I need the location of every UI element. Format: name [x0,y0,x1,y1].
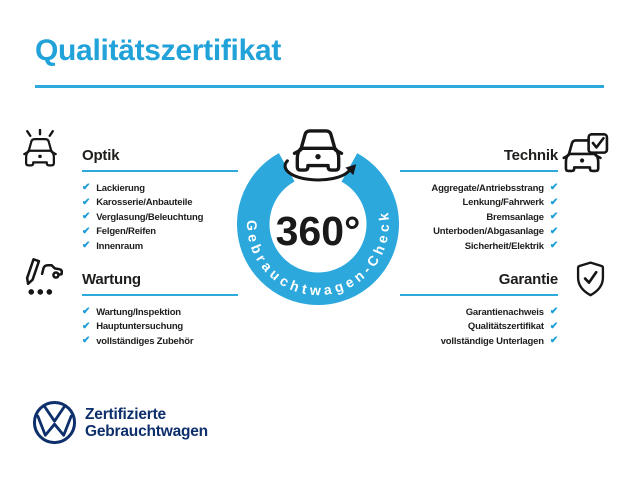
item-label: Wartung/Inspektion [96,306,181,318]
checklist-item [400,334,558,349]
check-icon: ✔ [82,335,91,347]
check-icon: ✔ [549,306,558,318]
checklist-item [82,334,238,349]
check-icon: ✔ [549,211,558,223]
360-check-badge [220,106,420,318]
item-label: Unterboden/Abgasanlage [433,226,544,238]
checklist-item [400,210,558,225]
brand-claim-line2: Gebrauchtwagen [85,422,208,440]
checklist-item [400,181,558,196]
item-label: vollständiges Zubehör [96,335,194,347]
check-icon: ✔ [82,306,91,318]
check-icon: ✔ [82,196,91,208]
vw-logo-icon [32,400,77,445]
item-label: Felgen/Reifen [96,226,156,238]
check-icon: ✔ [82,240,91,252]
checklist-item [82,181,238,196]
checklist-item [400,196,558,211]
checklist [82,305,238,349]
section-title: Garantie [400,271,558,296]
checklist [400,181,558,254]
brand-claim [85,407,208,440]
item-label: vollständige Unterlagen [440,335,544,347]
item-label: Karosserie/Anbauteile [96,197,193,209]
checklist-item [82,196,238,211]
title-divider [35,85,604,88]
item-label: Lackierung [96,182,145,194]
check-icon: ✔ [82,225,91,237]
checklist-item [82,225,238,240]
checklist-item [82,320,238,335]
checklist-item [82,210,238,225]
checklist-item [82,305,238,320]
item-label: Verglasung/Beleuchtung [96,211,204,223]
check-icon: ✔ [82,320,91,332]
check-icon: ✔ [549,225,558,237]
check-icon: ✔ [549,182,558,194]
check-icon: ✔ [82,211,91,223]
car-rotation-icon [285,131,356,180]
car-checkbox-icon [561,133,611,174]
section-garantie [400,271,558,349]
check-icon: ✔ [549,240,558,252]
section-title: Technik [400,147,558,172]
car-shine-icon [22,129,58,168]
section-optik [82,147,238,254]
checklist-item [400,305,558,320]
check-icon: ✔ [549,196,558,208]
item-label: Garantienachweis [465,306,544,318]
check-icon: ✔ [549,335,558,347]
degree-label: 360° [275,208,361,254]
checklist [82,181,238,254]
check-icon: ✔ [82,182,91,194]
item-label: Innenraum [96,240,143,252]
item-label: Hauptuntersuchung [96,321,184,333]
checklist-item [400,225,558,240]
shield-check-icon [576,261,605,297]
checklist [400,305,558,349]
section-technik [400,147,558,254]
section-wartung [82,271,238,349]
page-title: Qualitätszertifikat [35,34,282,67]
item-label: Qualitätszertifikat [467,321,544,333]
brand-claim-line1: Zertifizierte [85,406,166,423]
checklist-item [400,320,558,335]
service-checklist-icon [23,258,63,296]
checklist-item [400,239,558,254]
section-title: Optik [82,147,238,172]
item-label: Sicherheit/Elektrik [464,240,544,252]
check-icon: ✔ [549,320,558,332]
item-label: Bremsanlage [486,211,544,223]
checklist-item [82,239,238,254]
item-label: Aggregate/Antriebsstrang [431,182,544,194]
section-title: Wartung [82,271,238,296]
ring-label: Gebrauchtwagen-Check [243,212,393,299]
item-label: Lenkung/Fahrwerk [462,197,544,209]
